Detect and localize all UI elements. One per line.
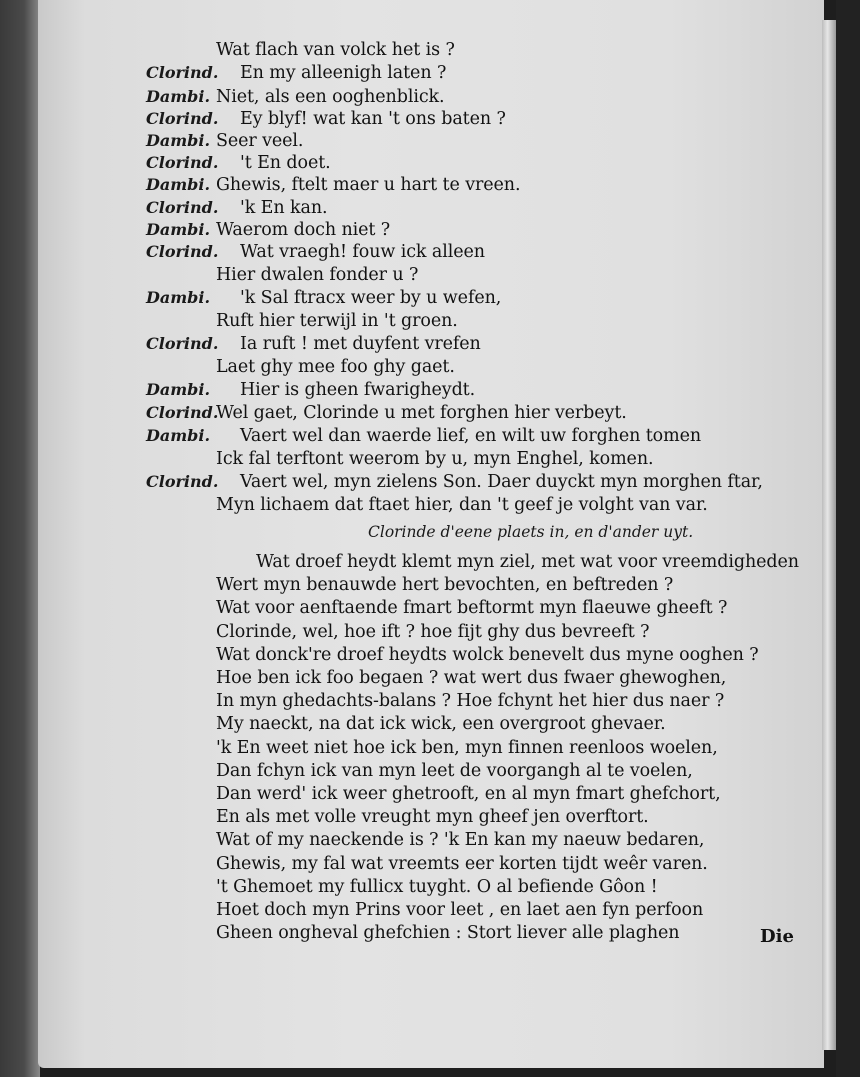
- dialogue-line: Waerom doch niet ?: [216, 220, 391, 240]
- monologue-line: Wat of my naeckende is ? 'k En kan my naeuw bedaren,: [216, 830, 705, 851]
- dialogue-line: Wel gaet, Clorinde u met forghen hier verbeyt.: [216, 403, 627, 423]
- page-edge: [822, 20, 836, 1050]
- dialogue-line: Niet, als een ooghenblick.: [216, 87, 445, 107]
- dialogue-line: Vaert wel dan waerde lief, en wilt uw forghen tomen: [240, 426, 702, 446]
- dialogue-line: Hier is gheen fwarigheydt.: [240, 380, 476, 400]
- dialogue-line: Ruft hier terwijl in 't groen.: [216, 311, 458, 331]
- speaker-name: Clorind.: [146, 153, 219, 172]
- dialogue-line: Ey blyf! wat kan 't ons baten ?: [240, 109, 506, 129]
- speaker-name: Clorind.: [146, 242, 219, 261]
- book-binding: [0, 0, 40, 1077]
- monologue-line: My naeckt, na dat ick wick, een overgroot ghevaer.: [216, 714, 666, 735]
- speaker-name: Clorind.: [146, 198, 219, 217]
- monologue-line: Hoet doch myn Prins voor leet , en laet aen fyn perfoon: [216, 900, 704, 920]
- monologue-line: Wat voor aenftaende fmart beftormt myn flaeuwe gheeft ?: [216, 598, 728, 619]
- page-text: [38, 0, 824, 1068]
- speaker-name: Dambi.: [146, 220, 211, 239]
- speaker-name: Clorind.: [146, 334, 219, 353]
- dialogue-line: 'k En kan.: [240, 198, 328, 218]
- dialogue-line: Laet ghy mee foo ghy gaet.: [216, 357, 455, 377]
- dialogue-line: Ghewis, ftelt maer u hart te vreen.: [216, 175, 521, 195]
- monologue-line: In myn ghedachts-balans ? Hoe fchynt het hier dus naer ?: [216, 691, 725, 712]
- dialogue-line: Wat vraegh! fouw ick alleen: [240, 242, 485, 262]
- monologue-line: En als met volle vreught myn gheef jen overftort.: [216, 807, 649, 828]
- dialogue-line: Myn lichaem dat ftaet hier, dan 't geef je volght van var.: [216, 495, 708, 515]
- dialogue-line: Seer veel.: [216, 131, 304, 151]
- speaker-name: Dambi.: [146, 426, 211, 445]
- dialogue-line: Vaert wel, myn zielens Son. Daer duyckt myn morghen ftar,: [240, 472, 763, 492]
- speaker-name: Dambi.: [146, 288, 211, 307]
- dialogue-line: 't En doet.: [240, 153, 331, 173]
- speaker-name: Dambi.: [146, 175, 211, 194]
- monologue-line: Wert myn benauwde hert bevochten, en beftreden ?: [216, 575, 674, 596]
- page-paper: [38, 0, 824, 1068]
- speaker-name: Clorind.: [146, 472, 219, 491]
- stage-direction: Clorinde d'eene plaets in, en d'ander uyt.: [368, 523, 694, 541]
- monologue-line: Dan fchyn ick van myn leet de voorgangh al te voelen,: [216, 760, 693, 781]
- speaker-name: Dambi.: [146, 131, 211, 150]
- dialogue-line: En my alleenigh laten ?: [240, 63, 447, 83]
- monologue-line: Wat donck're droef heydts wolck benevelt dus myne ooghen ?: [216, 644, 759, 665]
- speaker-name: Clorind.: [146, 63, 219, 82]
- scan-margin: [836, 0, 860, 1077]
- speaker-name: Dambi.: [146, 380, 211, 399]
- speaker-name: Clorind.: [146, 403, 219, 422]
- dialogue-line: Ia ruft ! met duyfent vrefen: [240, 334, 481, 354]
- monologue-line: 't Ghemoet my fullicx tuyght. O al befiende Gôon !: [216, 876, 658, 897]
- dialogue-line: Ick fal terftont weerom by u, myn Enghel, komen.: [216, 449, 654, 469]
- speaker-name: Clorind.: [146, 109, 219, 128]
- speaker-name: Dambi.: [146, 87, 211, 106]
- monologue-line: Wat droef heydt klemt myn ziel, met wat voor vreemdigheden: [256, 552, 799, 572]
- dialogue-line: Hier dwalen fonder u ?: [216, 265, 419, 285]
- monologue-line: Dan werd' ick weer ghetrooft, en al myn fmart ghefchort,: [216, 784, 721, 804]
- monologue-line: 'k En weet niet hoe ick ben, myn finnen reenloos woelen,: [216, 737, 718, 758]
- dialogue-line: 'k Sal ftracx weer by u wefen,: [240, 288, 502, 308]
- monologue-line: Ghewis, my fal wat vreemts eer korten tijdt weêr varen.: [216, 853, 708, 874]
- monologue-line: Hoe ben ick foo begaen ? wat wert dus fwaer ghewoghen,: [216, 668, 727, 688]
- monologue-line: Gheen ongheval ghefchien : Stort liever alle plaghen: [216, 923, 680, 944]
- monologue-line: Clorinde, wel, hoe ift ? hoe fijt ghy dus bevreeft ?: [216, 621, 650, 642]
- dialogue-line: Wat flach van volck het is ?: [216, 40, 455, 60]
- catchword: Die: [760, 926, 794, 947]
